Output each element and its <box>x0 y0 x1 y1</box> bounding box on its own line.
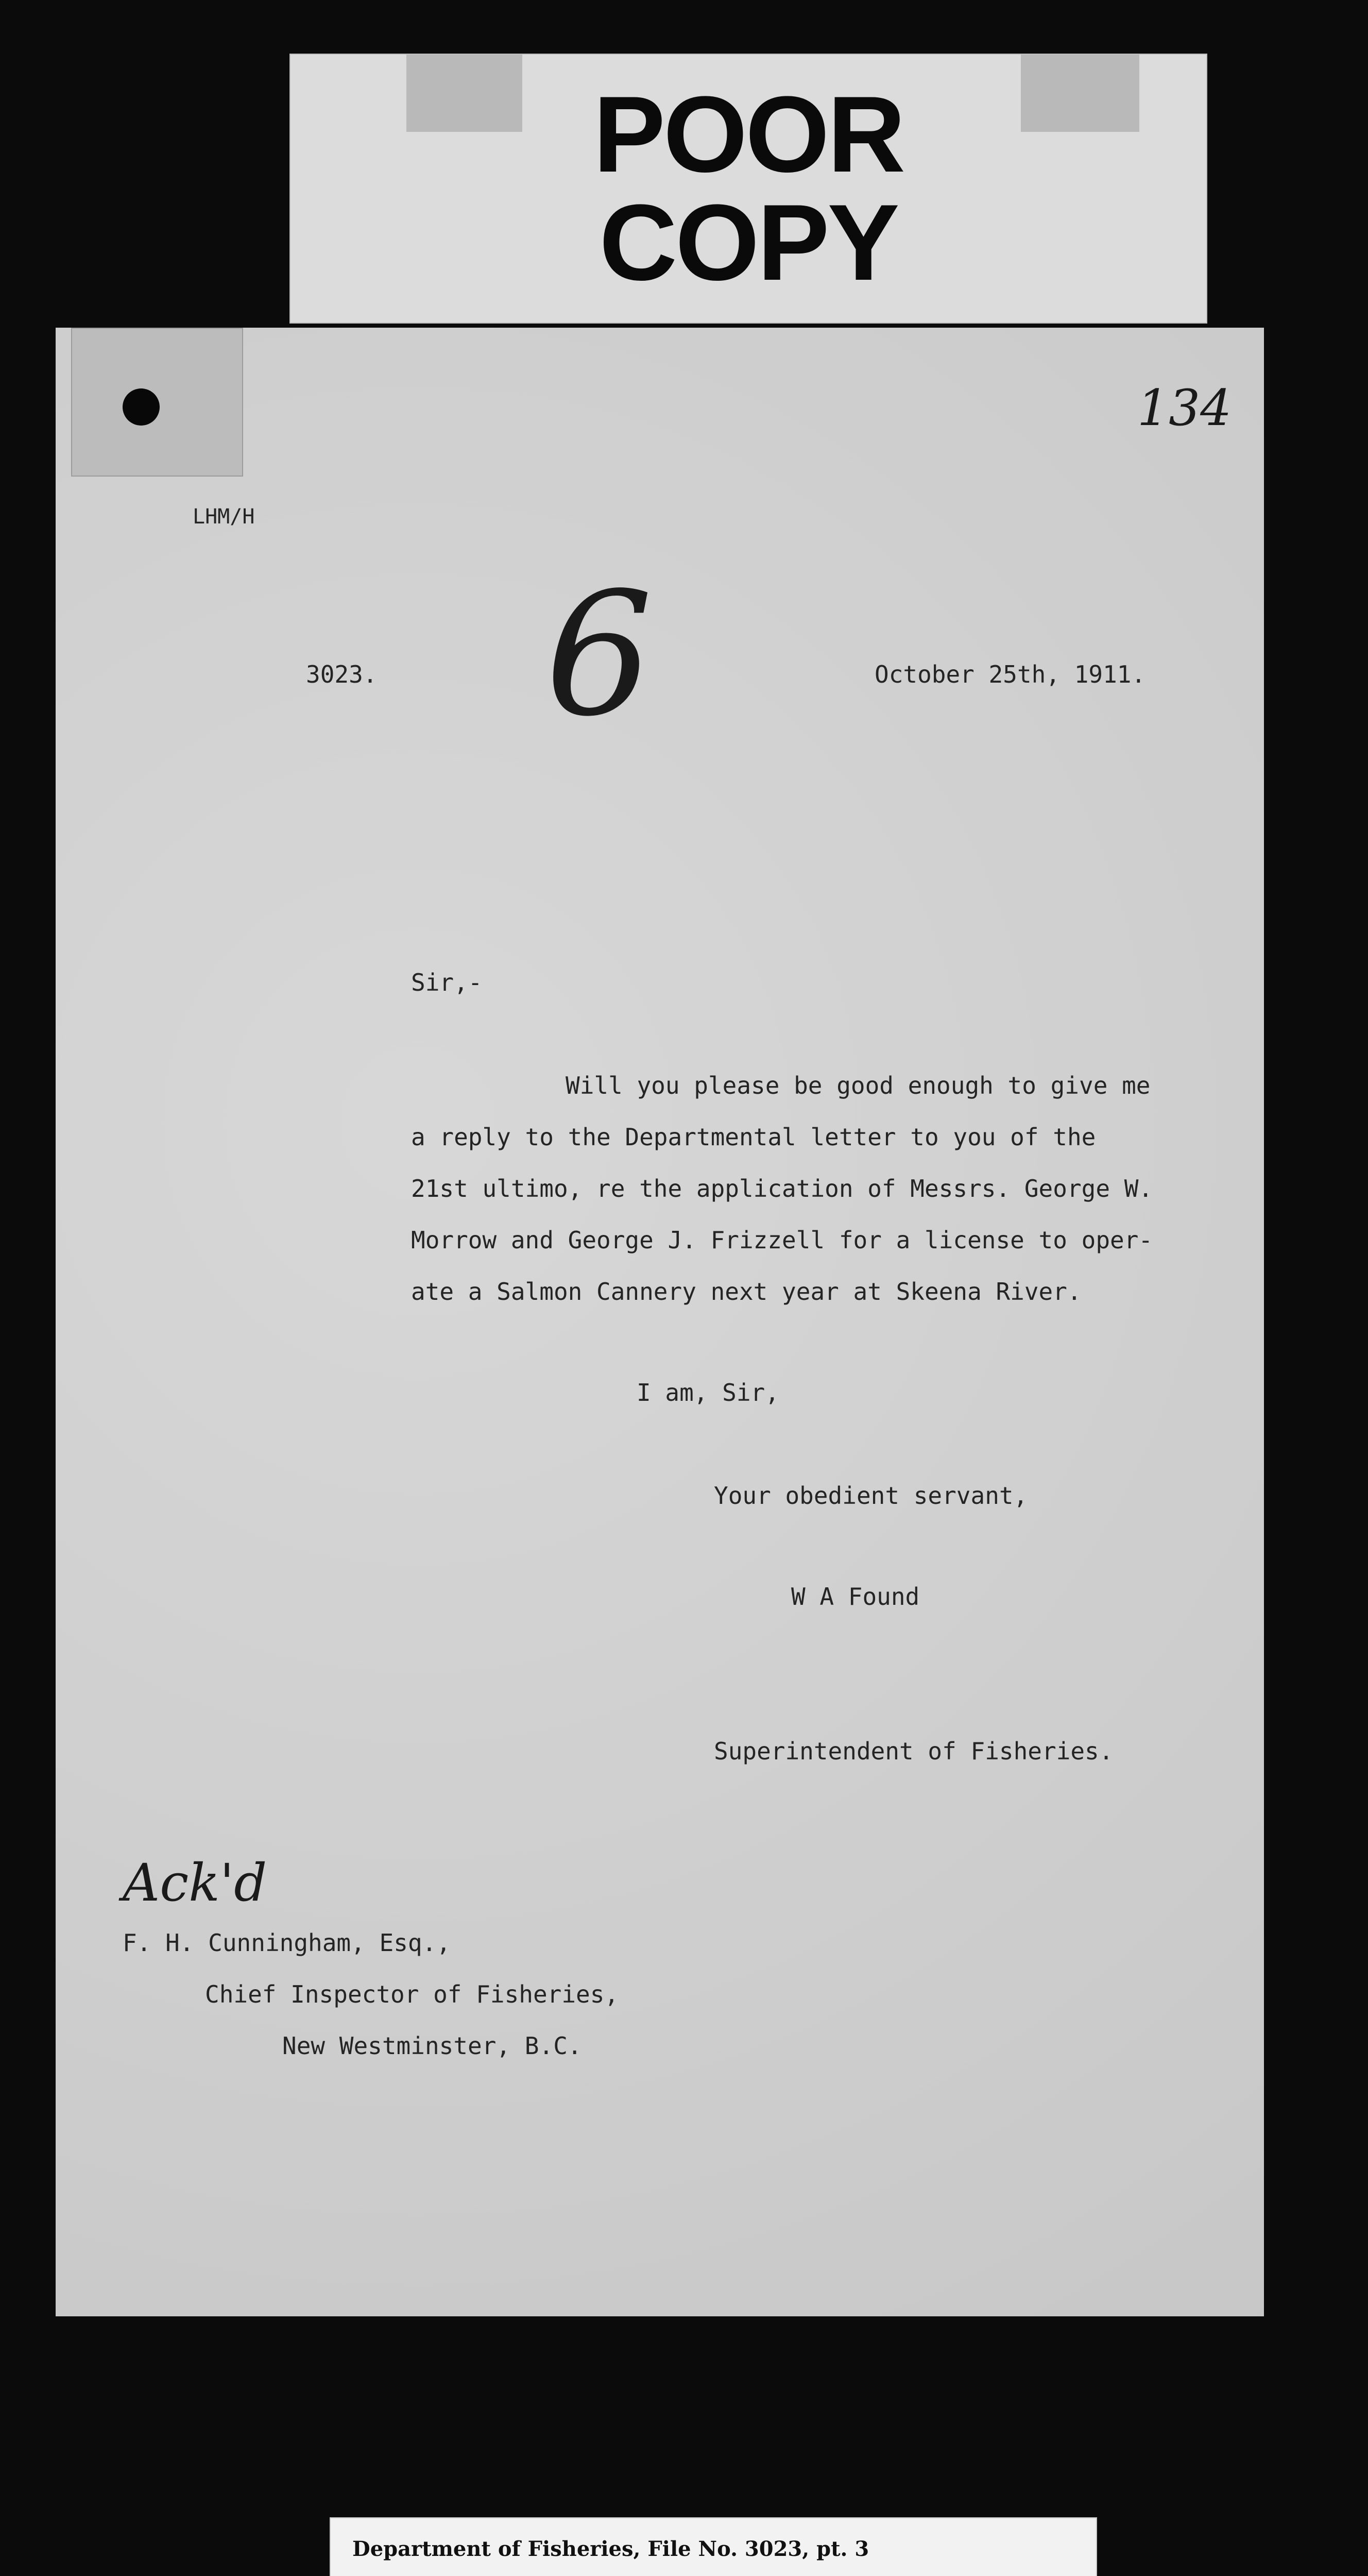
acknowledged-mark: Ack'd <box>123 1853 267 1913</box>
body-line: ate a Salmon Cannery next year at Skeena River. <box>411 1278 1082 1306</box>
reference-initials: LHM/H <box>193 505 255 529</box>
poor-copy-line-1: POOR <box>593 74 904 195</box>
addressee-location: New Westminster, B.C. <box>282 2032 582 2060</box>
closing-phrase: I am, Sir, <box>637 1379 779 1406</box>
body-line: Morrow and George J. Frizzell for a license to oper- <box>411 1226 1153 1254</box>
file-reference: 3023. <box>306 660 378 688</box>
signature-title: Superintendent of Fisheries. <box>714 1737 1114 1765</box>
addressee-name: F. H. Cunningham, Esq., <box>123 1929 451 1957</box>
body-line: a reply to the Departmental letter to you of the <box>411 1123 1096 1151</box>
closing-valediction: Your obedient servant, <box>714 1482 1028 1510</box>
letter-page <box>56 328 1264 2316</box>
file-label: Department of Fisheries, File No. 3023, pt. 3 <box>330 2517 1097 2576</box>
signature: W A Found <box>791 1583 920 1611</box>
tape-strip <box>1021 55 1139 132</box>
tape-strip <box>406 55 522 132</box>
salutation: Sir,- <box>411 969 483 996</box>
punch-hole <box>123 388 160 426</box>
body-line: Will you please be good enough to give me <box>566 1072 1151 1099</box>
addressee-title: Chief Inspector of Fisheries, <box>205 1980 619 2008</box>
letter-date: October 25th, 1911. <box>875 660 1146 688</box>
handwritten-mark: 6 <box>545 556 653 754</box>
body-line: 21st ultimo, re the application of Messrs. George W. <box>411 1175 1153 1202</box>
poor-copy-stamp <box>289 54 1207 324</box>
poor-copy-line-2: COPY <box>599 182 898 303</box>
folio-number: 134 <box>1137 379 1232 437</box>
